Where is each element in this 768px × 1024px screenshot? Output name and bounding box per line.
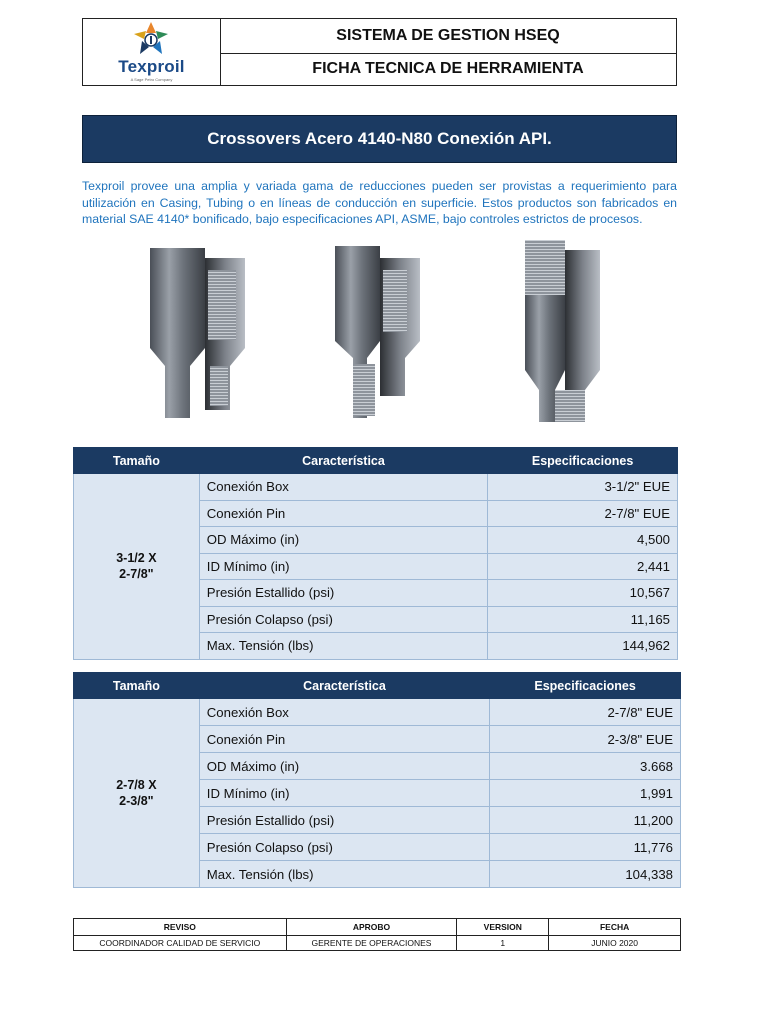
- value-cell: 2,441: [488, 553, 678, 580]
- value-cell: 104,338: [490, 861, 681, 888]
- system-title: SISTEMA DE GESTION HSEQ: [220, 19, 676, 54]
- logo-cell: [83, 19, 221, 85]
- size-cell: [74, 474, 200, 660]
- intro-paragraph: Texproil provee una amplia y variada gama de reducciones pueden ser provistas a requerimiento para utilización en Casing, Tubing o en líneas de conducción en superficie. Estos productos son fabricados en material SAE 4140* bonificado, bajo especificaciones API, ASME, bajo controles estrictos de procesos.: [82, 179, 677, 226]
- column-header-spec: Especificaciones: [490, 673, 681, 699]
- feature-cell: Presión Colapso (psi): [199, 834, 489, 861]
- logo-wordmark: Texproil: [118, 57, 185, 76]
- crossover-illustrations: [120, 240, 640, 430]
- feature-cell: OD Máximo (in): [199, 527, 487, 554]
- crossover-3-image: [525, 240, 600, 422]
- column-header-spec: Especificaciones: [488, 448, 678, 474]
- table-row: [74, 474, 678, 501]
- value-cell: 4,500: [488, 527, 678, 554]
- logo-subtitle: A Sage Petro Company: [130, 77, 173, 82]
- feature-cell: Presión Estallido (psi): [199, 807, 489, 834]
- spec-table-1: [73, 447, 678, 660]
- feature-cell: Conexión Box: [199, 474, 487, 501]
- value-cell: 3.668: [490, 753, 681, 780]
- footer-header-reviso: REVISO: [74, 919, 287, 936]
- feature-cell: Presión Estallido (psi): [199, 580, 487, 607]
- approval-footer-table: [73, 918, 681, 951]
- footer-value-aprobo: GERENTE DE OPERACIONES: [286, 936, 457, 951]
- feature-cell: Presión Colapso (psi): [199, 606, 487, 633]
- footer-header-version: VERSION: [457, 919, 549, 936]
- footer-value-version: 1: [457, 936, 549, 951]
- value-cell: 11,200: [490, 807, 681, 834]
- footer-value-fecha: JUNIO 2020: [549, 936, 681, 951]
- spec-table-2: [73, 672, 681, 888]
- size-line-2: 2-7/8": [119, 567, 154, 582]
- crossover-2-image: [335, 246, 420, 418]
- document-header: [82, 18, 677, 86]
- footer-header-fecha: FECHA: [549, 919, 681, 936]
- size-line-1: 3-1/2 X: [116, 551, 157, 566]
- column-header-size: Tamaño: [74, 448, 200, 474]
- footer-header-aprobo: APROBO: [286, 919, 457, 936]
- feature-cell: ID Mínimo (in): [199, 780, 489, 807]
- column-header-feature: Característica: [199, 448, 487, 474]
- value-cell: 2-7/8" EUE: [488, 500, 678, 527]
- table-row: [74, 699, 681, 726]
- feature-cell: Conexión Box: [199, 699, 489, 726]
- column-header-size: Tamaño: [74, 673, 200, 699]
- value-cell: 10,567: [488, 580, 678, 607]
- feature-cell: Conexión Pin: [199, 500, 487, 527]
- value-cell: 144,962: [488, 633, 678, 660]
- footer-value-reviso: COORDINADOR CALIDAD DE SERVICIO: [74, 936, 287, 951]
- texproil-logo-icon: [83, 19, 220, 59]
- value-cell: 11,776: [490, 834, 681, 861]
- size-line-2: 2-3/8": [119, 794, 154, 808]
- crossover-1-image: [150, 248, 245, 418]
- value-cell: 2-7/8" EUE: [490, 699, 681, 726]
- column-header-feature: Característica: [199, 673, 489, 699]
- value-cell: 1,991: [490, 780, 681, 807]
- feature-cell: Max. Tensión (lbs): [199, 861, 489, 888]
- feature-cell: Conexión Pin: [199, 726, 489, 753]
- value-cell: 2-3/8" EUE: [490, 726, 681, 753]
- value-cell: 11,165: [488, 606, 678, 633]
- feature-cell: OD Máximo (in): [199, 753, 489, 780]
- feature-cell: ID Mínimo (in): [199, 553, 487, 580]
- document-title: FICHA TECNICA DE HERRAMIENTA: [312, 60, 584, 77]
- feature-cell: Max. Tensión (lbs): [199, 633, 487, 660]
- value-cell: 3-1/2" EUE: [488, 474, 678, 501]
- size-line-1: 2-7/8 X: [116, 778, 157, 792]
- size-cell: [74, 699, 200, 888]
- product-title-banner: Crossovers Acero 4140-N80 Conexión API.: [82, 115, 677, 163]
